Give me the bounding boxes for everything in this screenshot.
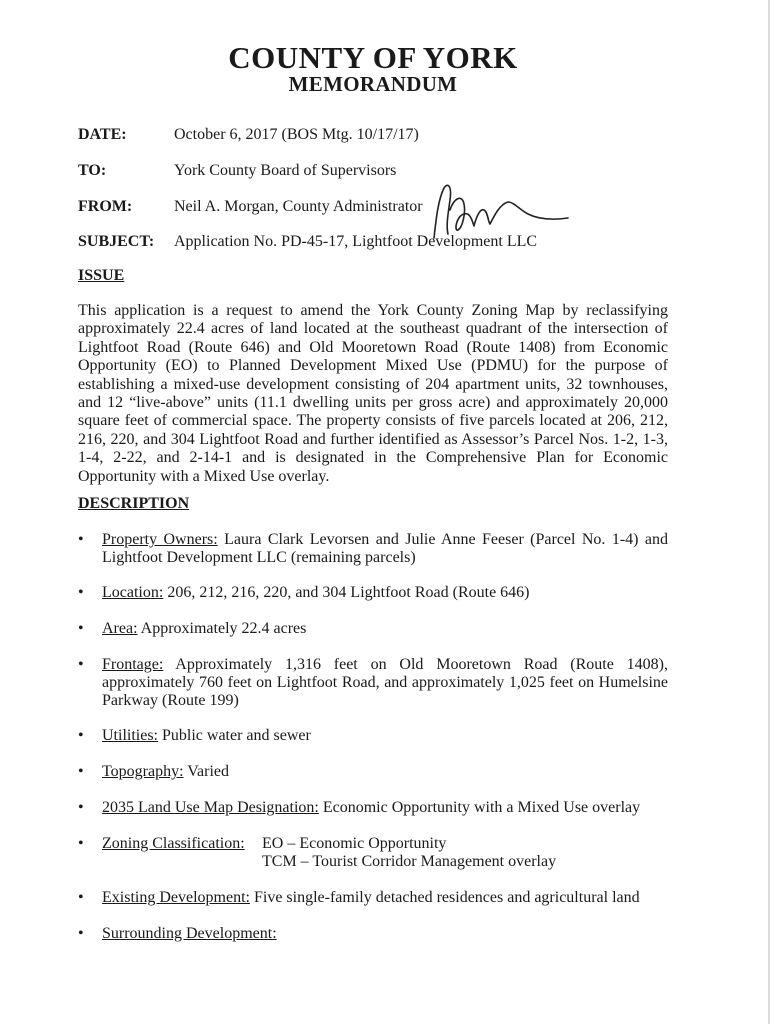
item-text: Public water and sewer	[158, 727, 311, 744]
item-label: Zoning Classification:	[102, 835, 245, 852]
bullet-icon: •	[78, 620, 84, 637]
item-label: Utilities:	[102, 727, 158, 744]
description-heading: DESCRIPTION	[78, 495, 190, 512]
item-text: EO – Economic Opportunity	[262, 835, 447, 852]
from-row	[78, 197, 423, 217]
bullet-icon: •	[78, 656, 84, 673]
from-label: FROM:	[78, 198, 133, 215]
county-title: COUNTY OF YORK	[228, 40, 518, 75]
to-value: York County Board of Supervisors	[174, 162, 397, 179]
memo-title: MEMORANDUM	[288, 72, 458, 96]
item-text: Five single-family detached residences and agricultural land	[249, 889, 640, 906]
item-text: Laura Clark Levorsen and Julie Anne Feeser (Parcel No. 1-4) and Lightfoot Development LLC (remaining parcels)	[102, 531, 668, 566]
item-label: Frontage:	[102, 656, 164, 673]
bullet-icon: •	[78, 727, 84, 744]
issue-body: This application is a request to amend the York County Zoning Map by reclassifying approximately 22.4 acres of land located at the southeast quadrant of the intersection of Lightfoot Road (Route 646) and Old Mooretown Road (Route 1408) from Economic Opportunity (EO) to Planned Development Mixed Use (PDMU) for the purpose of establishing a mixed-use development consisting of 204 apartment units, 32 townhouses, and 12 “live-above” units (11.1 dwelling units per gross acre) and approximately 20,000 square feet of commercial space. The property consists of five parcels located at 206, 212, 216, 220, and 304 Lightfoot Road and further identified as Assessor’s Parcel Nos. 1-2, 1-3, 1-4, 2-22, and 2-14-1 and is designated in the Comprehensive Plan for Economic Opportunity with a Mixed Use overlay.	[78, 302, 668, 485]
item-label: Existing Development:	[102, 889, 250, 906]
bullet-icon: •	[78, 799, 84, 816]
item-text: 206, 212, 216, 220, and 304 Lightfoot Road (Route 646)	[163, 584, 530, 601]
item-text: Approximately 1,316 feet on Old Mooretown Road (Route 1408), approximately 760 feet on Lightfoot Road, and approximately 1,025 feet on Humelsine Parkway (Route 199)	[102, 656, 668, 709]
item-label: Topography:	[102, 763, 184, 780]
subject-label: SUBJECT:	[78, 233, 155, 250]
item-text-secondary: TCM – Tourist Corridor Management overlay	[262, 853, 557, 870]
from-value: Neil A. Morgan, County Administrator	[174, 198, 423, 215]
item-label: Location:	[102, 584, 164, 601]
item-label: Area:	[102, 620, 138, 637]
item-label: 2035 Land Use Map Designation:	[102, 799, 319, 816]
to-row	[78, 161, 396, 181]
bullet-icon: •	[78, 584, 84, 601]
item-text: Approximately 22.4 acres	[137, 620, 307, 637]
issue-heading: ISSUE	[78, 267, 125, 284]
signature-icon	[428, 180, 578, 244]
subject-value: Application No. PD-45-17, Lightfoot Development LLC	[174, 233, 538, 250]
bullet-icon: •	[78, 835, 84, 852]
bullet-icon: •	[78, 531, 84, 548]
item-label: Property Owners:	[102, 531, 218, 548]
to-label: TO:	[78, 162, 107, 179]
bullet-icon: •	[78, 763, 84, 780]
bullet-icon: •	[78, 889, 84, 906]
date-label: DATE:	[78, 126, 127, 143]
date-row	[78, 125, 419, 145]
item-text: Economic Opportunity with a Mixed Use overlay	[318, 799, 641, 816]
item-text: Varied	[183, 763, 229, 780]
date-value: October 6, 2017 (BOS Mtg. 10/17/17)	[174, 126, 419, 143]
item-label: Surrounding Development:	[102, 925, 277, 942]
bullet-icon: •	[78, 925, 84, 942]
